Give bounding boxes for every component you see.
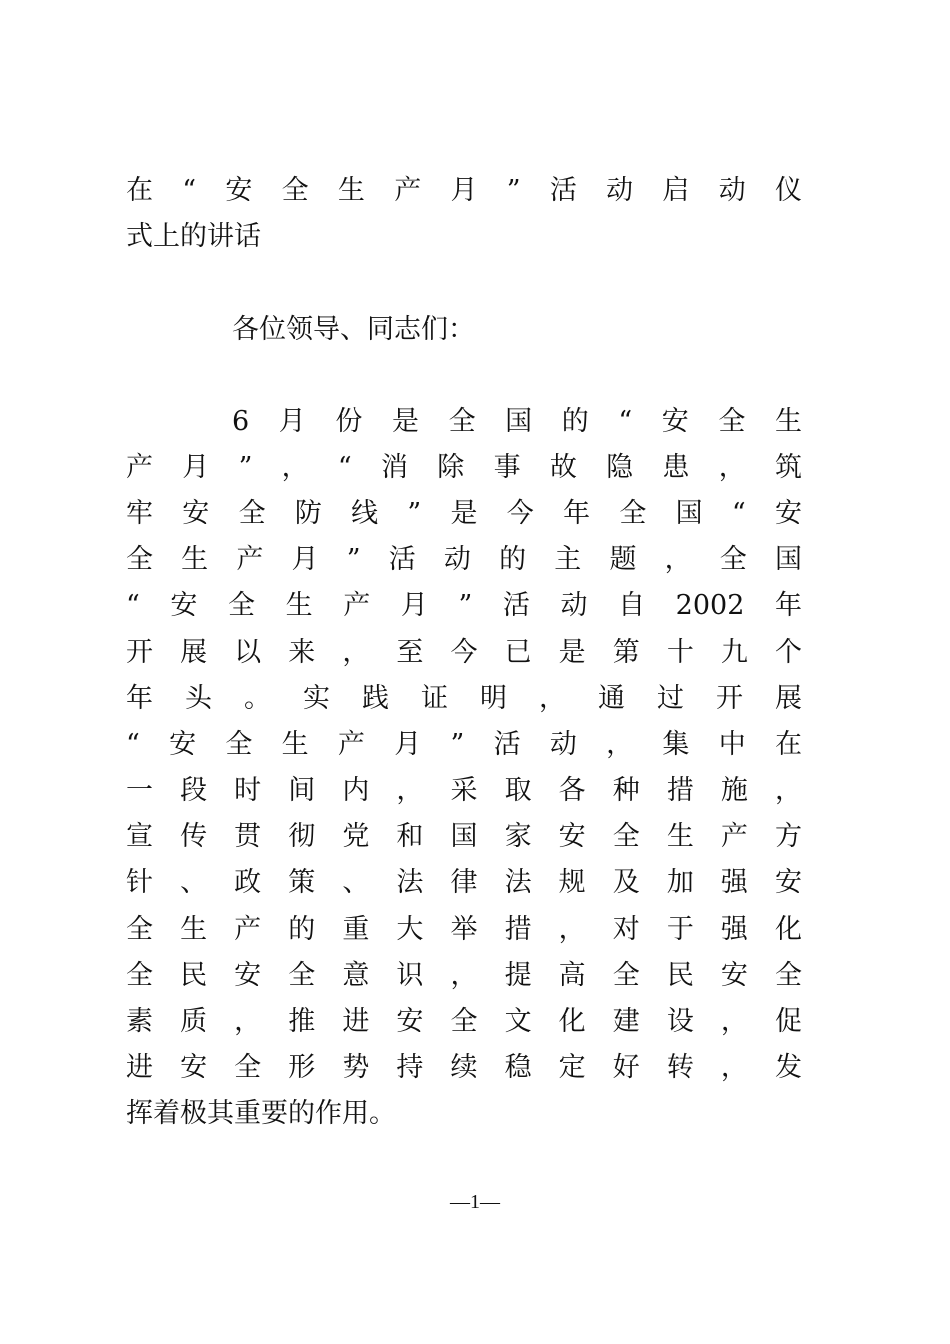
body-line: 宣传贯彻党和国家安全生产方	[126, 821, 802, 852]
body-line: 牢安全防线”是今年全国“安	[126, 498, 802, 529]
body-line: “安全生产月”活动自2002年	[126, 590, 802, 621]
body-line: 全民安全意识，提高全民安全	[126, 960, 802, 991]
body-line: 产月”，“消除事故隐患，筑	[126, 452, 802, 483]
body-line: 全生产月”活动的主题，全国	[126, 544, 802, 575]
body-line: 6月份是全国的“安全生	[232, 406, 802, 437]
body-line: 开展以来，至今已是第十九个	[126, 637, 802, 668]
body-line: 一段时间内，采取各种措施，	[126, 775, 802, 806]
body-line: 年头。实践证明，通过开展	[126, 683, 802, 714]
title-line-1: 在“安全生产月”活动启动仪	[126, 175, 802, 206]
title-line-2: 式上的讲话	[126, 221, 261, 252]
salutation: 各位领导、同志们：	[232, 314, 475, 345]
body-line: “安全生产月”活动，集中在	[126, 729, 802, 760]
page-number: —1—	[450, 1191, 500, 1213]
body-line: 进安全形势持续稳定好转，发	[126, 1052, 802, 1083]
body-line: 挥着极其重要的作用。	[126, 1098, 396, 1129]
body-line: 素质，推进安全文化建设，促	[126, 1006, 802, 1037]
body-line: 针、政策、法律法规及加强安	[126, 867, 802, 898]
body-line: 全生产的重大举措，对于强化	[126, 914, 802, 945]
